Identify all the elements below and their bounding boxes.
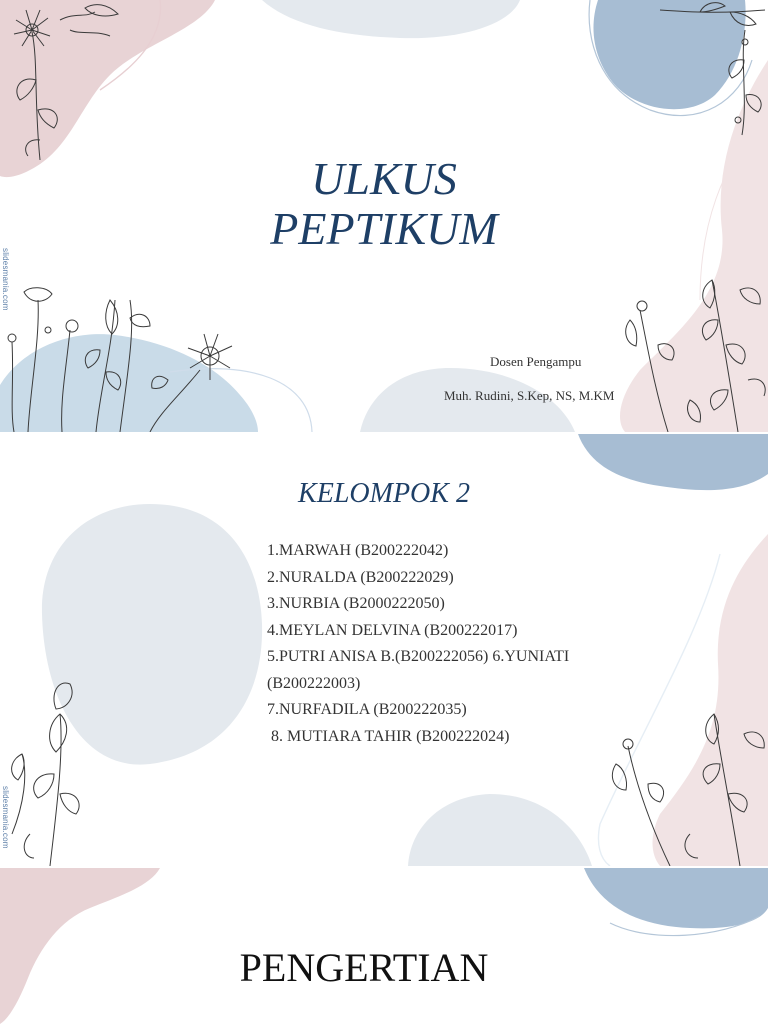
credit-watermark: slidesmania.com — [1, 248, 10, 311]
lightblue-blob-bottom-left — [0, 334, 258, 432]
title-line-2: PEPTIKUM — [270, 203, 498, 254]
list-item: 8. MUTIARA TAHIR (B200222024) — [267, 727, 510, 745]
slide-title — [0, 0, 768, 432]
pink-blob-right — [653, 534, 768, 866]
blue-blob-top-right — [584, 868, 768, 928]
slide-members — [0, 434, 768, 866]
lecturer-label: Dosen Pengampu — [490, 354, 582, 369]
list-item: 1.MARWAH (B200222042) — [267, 542, 449, 559]
list-item: 4.MEYLAN DELVINA (B200222017) — [267, 621, 518, 639]
members-title: KELOMPOK 2 — [298, 478, 470, 509]
slide-title-heading — [0, 154, 768, 254]
lecturer-name: Muh. Rudini, S.Kep, NS, M.KM — [444, 388, 615, 403]
grey-blob-left — [42, 504, 262, 765]
credit-watermark: slidesmania.com — [1, 786, 10, 849]
grey-blob-top — [262, 0, 520, 38]
members-list — [267, 538, 647, 750]
list-item: 7.NURFADILA (B200222035) — [267, 701, 467, 718]
list-item: 5.PUTRI ANISA B.(B200222056) 6.YUNIATI (B200222003) — [267, 648, 570, 692]
list-item: 3.NURBIA (B2000222050) — [267, 595, 445, 612]
slide-definition — [0, 868, 768, 1024]
blue-blob-top-right — [593, 0, 745, 109]
section-title: PENGERTIAN — [239, 945, 489, 990]
grey-blob-bottom — [408, 794, 592, 866]
list-item: 2.NURALDA (B200222029) — [267, 568, 454, 586]
title-line-1: ULKUS — [311, 153, 457, 204]
